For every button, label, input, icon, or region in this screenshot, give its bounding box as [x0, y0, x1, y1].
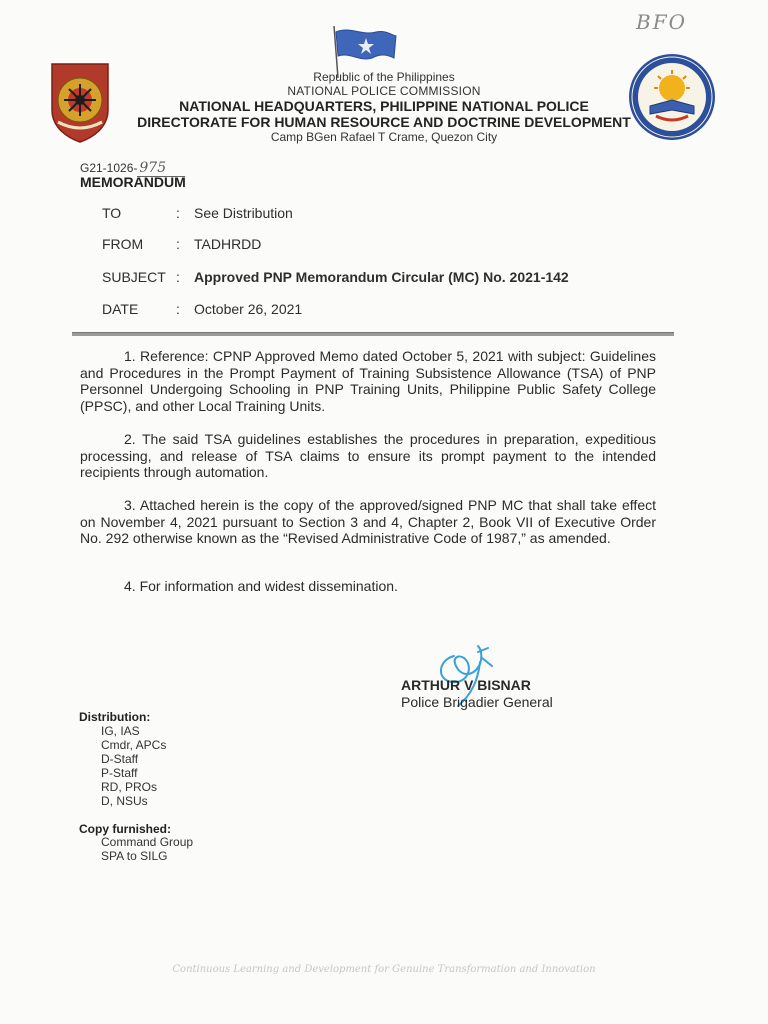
- paragraph-2-text: 2. The said TSA guidelines establishes the procedures in preparation, expeditious processing, and release of TSA claims to ensure its prompt payment to the intended recipients through automation.: [80, 431, 656, 480]
- list-item: SPA to SILG: [101, 849, 168, 863]
- list-item: Command Group: [101, 835, 194, 849]
- field-from-label: FROM: [102, 236, 144, 252]
- field-subject: [102, 269, 569, 285]
- paragraph-4: [80, 578, 656, 595]
- footer-motto: Continuous Learning and Development for Genuine Transformation and Innovation: [172, 964, 596, 975]
- copy-furnished-heading: Copy furnished:: [79, 822, 171, 836]
- paragraph-2: [80, 431, 656, 481]
- list-item: P-Staff: [101, 766, 138, 780]
- paragraph-3: [80, 497, 656, 547]
- signatory-name: ARTHUR V BISNAR: [401, 677, 531, 693]
- field-to-value: See Distribution: [194, 205, 293, 221]
- field-date-label: DATE: [102, 301, 139, 317]
- memo-title: MEMORANDUM: [80, 174, 186, 190]
- list-item: D-Staff: [101, 752, 139, 766]
- field-subject-label: SUBJECT: [102, 269, 166, 285]
- distribution-list: [101, 724, 166, 808]
- list-item: D, NSUs: [101, 794, 148, 808]
- paragraph-3-text: 3. Attached herein is the copy of the approved/signed PNP MC that shall take effect on November 4, 2021 pursuant to Section 3 and 4, Chapter 2, Book VII of Executive Order No. 292 otherwise known as the “Revised Administrative Code of 1987,” as amended.: [80, 497, 656, 546]
- header-divider: [72, 332, 674, 336]
- memo-number-handwritten: 975: [137, 160, 185, 177]
- list-item: Cmdr, APCs: [101, 738, 167, 752]
- paragraph-1-text: 1. Reference: CPNP Approved Memo dated October 5, 2021 with subject: Guidelines and Procedures in the Prompt Payment of Training Subsistence Allowance (TSA) of PNP Personnel Undergoing Schooling in PNP Training Units, Philippine Public Safety College (PPSC), and other Local Training Units.: [80, 348, 656, 414]
- field-to-colon: :: [176, 205, 180, 221]
- field-date-value: October 26, 2021: [194, 301, 303, 317]
- handwritten-corner-note: BFO: [636, 10, 687, 34]
- field-to: [102, 205, 293, 221]
- letterhead-address: Camp BGen Rafael T Crame, Quezon City: [270, 130, 498, 144]
- letterhead-republic: Republic of the Philippines: [313, 70, 455, 84]
- copy-furnished-list: [101, 835, 193, 863]
- memo-number-prefix: G21-1026-: [80, 161, 138, 175]
- distribution-heading: Distribution:: [79, 710, 151, 724]
- field-date-colon: :: [176, 301, 180, 317]
- letterhead-directorate: DIRECTORATE FOR HUMAN RESOURCE AND DOCTRINE DEVELOPMENT: [137, 114, 631, 130]
- field-subject-value: Approved PNP Memorandum Circular (MC) No. 2021-142: [194, 269, 569, 285]
- paragraph-1: [80, 348, 656, 414]
- signatory-rank: Police Brigadier General: [401, 694, 553, 710]
- field-from-value: TADHRDD: [194, 236, 262, 252]
- list-item: IG, IAS: [101, 724, 140, 738]
- paragraph-4-text: 4. For information and widest dissemination.: [124, 578, 398, 594]
- letterhead-napolcom: NATIONAL POLICE COMMISSION: [287, 84, 481, 98]
- letterhead-nhq: NATIONAL HEADQUARTERS, PHILIPPINE NATIONAL POLICE: [179, 98, 589, 114]
- field-to-label: TO: [102, 205, 122, 221]
- field-from-colon: :: [176, 236, 180, 252]
- field-date: [102, 301, 302, 317]
- field-subject-colon: :: [176, 269, 180, 285]
- field-from: [102, 236, 261, 252]
- list-item: RD, PROs: [101, 780, 158, 794]
